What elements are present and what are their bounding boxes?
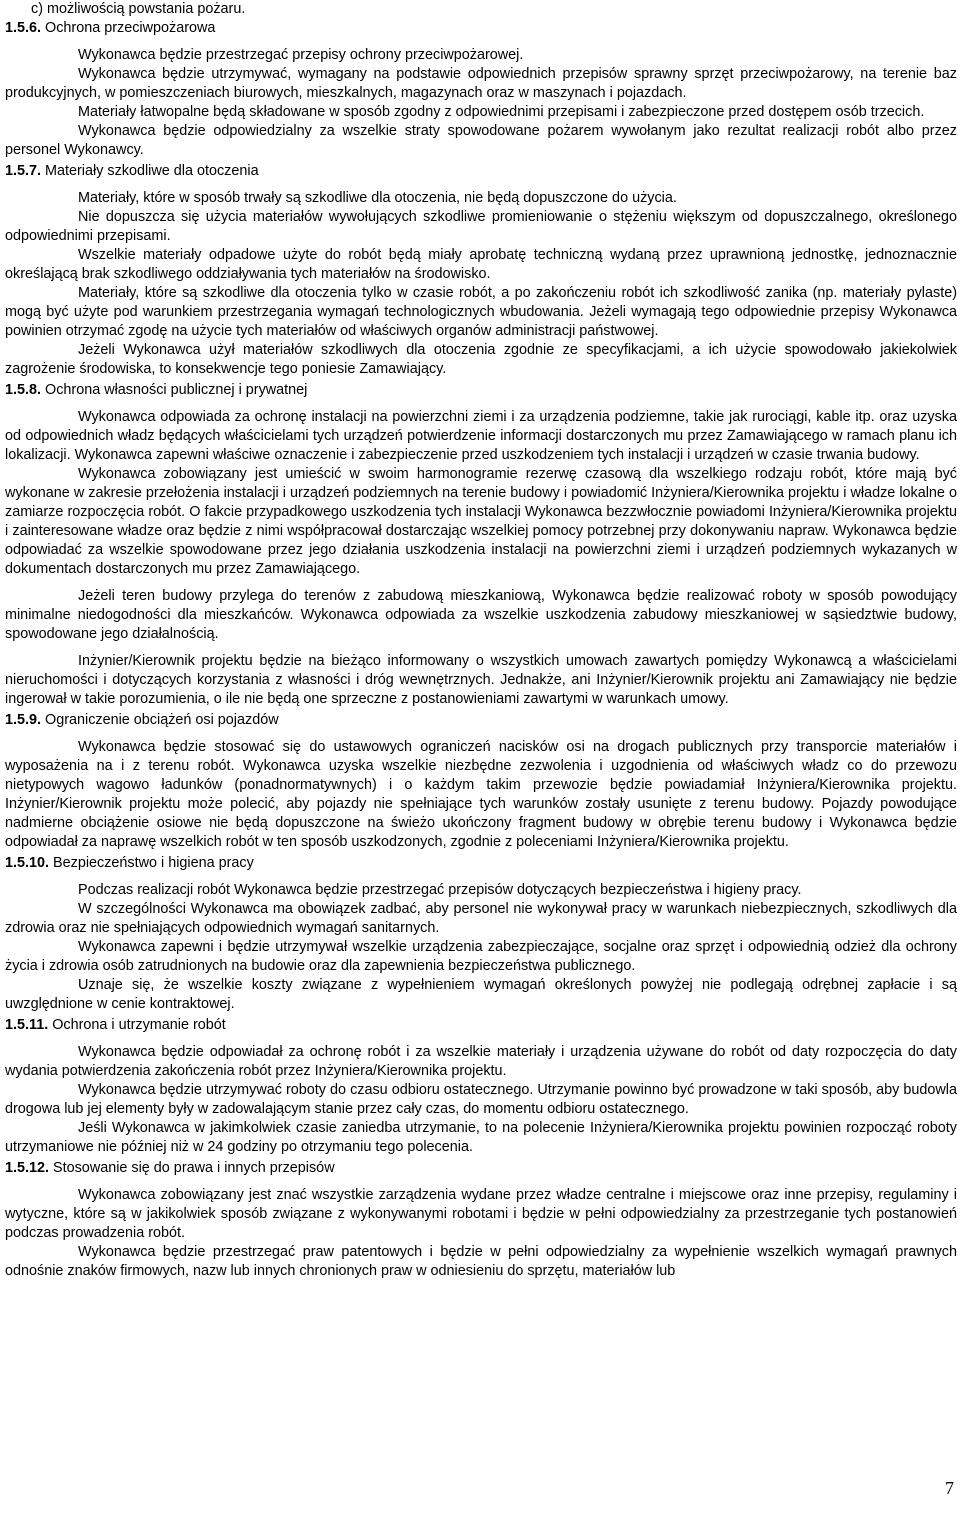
section-heading-1-5-9 (5, 711, 957, 730)
paragraph: Wykonawca będzie utrzymywać roboty do czasu odbioru ostatecznego. Utrzymanie powinno być prowadzone w taki sposób, aby budowla drogowa lub jej elementy były w zadowalającym stanie przez cały czas, do momentu odbioru ostatecznego. (5, 1082, 957, 1117)
section-number: 1.5.10. (5, 855, 50, 871)
paragraph: Wykonawca będzie stosować się do ustawowych ograniczeń nacisków osi na drogach publicznych przy transporcie materiałów i wyposażenia na i z terenu robót. Wykonawca uzyska wszelkie niezbędne zezwolenia i uzgodnienia od właściwych władz co do przewozu nietypowych wagowo ładunków (ponadnormatywnych) i o każdym takim przewozie będzie powiadamiał Inżyniera/Kierownika projektu. Inżynier/Kierownik projektu może polecić, aby pojazdy nie spełniające tych warunków zostały usunięte z terenu budowy. Pojazdy powodujące nadmierne obciążenie osiowe nie będą dopuszczone na świeżo ukończony fragment budowy w obrębie terenu budowy i Wykonawca będzie odpowiadał za naprawę wszelkich robót w ten sposób uszkodzonych, zgodnie z poleceniami Inżyniera/Kierownika projektu. (5, 739, 957, 850)
paragraph: Jeżeli Wykonawca użył materiałów szkodliwych dla otoczenia zgodnie ze specyfikacjami, a ich użycie spowodowało jakiekolwiek zagrożenie środowiska, to konsekwencje tego poniesie Zamawiający. (5, 342, 957, 377)
paragraph: Wszelkie materiały odpadowe użyte do robót będą miały aprobatę techniczną wydaną przez uprawnioną jednostkę, jednoznacznie określającą brak szkodliwego oddziaływania tych materiałów na środowisko. (5, 247, 957, 282)
paragraph: Wykonawca odpowiada za ochronę instalacji na powierzchni ziemi i za urządzenia podziemne, takie jak rurociągi, kable itp. oraz uzyska od odpowiednich władz będących właścicielami tych urządzeń potwierdzenie informacji dostarczonych mu przez Zamawiającego w ramach planu ich lokalizacji. Wykonawca zapewni właściwe oznaczenie i zabezpieczenie przed uszkodzeniem tych instalacji i urządzeń w czasie trwania budowy. (5, 409, 957, 463)
section-number: 1.5.6. (5, 20, 42, 36)
paragraph: Wykonawca będzie przestrzegać praw patentowych i będzie w pełni odpowiedzialny za wypełnienie wszelkich wymagań prawnych odnośnie znaków firmowych, nazw lub innych chronionych praw w odniesieniu do sprzętu, materiałów lub (5, 1244, 957, 1279)
paragraph: Podczas realizacji robót Wykonawca będzie przestrzegać przepisów dotyczących bezpieczeństwa i higieny pracy. (78, 882, 802, 898)
paragraph: Inżynier/Kierownik projektu będzie na bieżąco informowany o wszystkich umowach zawartych pomiędzy Wykonawcą a właścicielami nieruchomości i dotyczących korzystania z własności i dróg wewnętrznych. Jednakże, ani Inżynier/Kierownik projektu ani Zamawiający nie będzie ingerował w takie porozumienia, o ile nie będą one sprzeczne z postanowieniami zawartymi w warunkach umowy. (5, 653, 957, 707)
paragraph: Jeśli Wykonawca w jakimkolwiek czasie zaniedba utrzymanie, to na polecenie Inżyniera/Kierownika projektu powinien rozpocząć roboty utrzymaniowe nie później niż w 24 godziny po otrzymaniu tego polecenia. (5, 1120, 957, 1155)
section-title: Ograniczenie obciążeń osi pojazdów (45, 712, 279, 728)
section-heading-1-5-10 (5, 854, 957, 873)
paragraph: Jeżeli teren budowy przylega do terenów z zabudową mieszkaniową, Wykonawca będzie realizować roboty w sposób powodujący minimalne niedogodności dla mieszkańców. Wykonawca odpowiada za wszelkie uszkodzenia zabudowy mieszkaniowej w sąsiedztwie budowy, spowodowane jego działalnością. (5, 588, 957, 642)
paragraph: Wykonawca będzie utrzymywać, wymagany na podstawie odpowiednich przepisów sprawny sprzęt przeciwpożarowy, na terenie baz produkcyjnych, w pomieszczeniach biurowych, mieszkalnych, magazynach oraz w maszynach i pojazdach. (5, 66, 957, 101)
paragraph: Uznaje się, że wszelkie koszty związane z wypełnieniem wymagań określonych powyżej nie podlegają odrębnej zapłacie i są uwzględnione w cenie kontraktowej. (5, 977, 957, 1012)
document-body (5, 0, 957, 1281)
section-number: 1.5.12. (5, 1160, 50, 1176)
page-number: 7 (945, 1478, 954, 1498)
paragraph: Wykonawca zapewni i będzie utrzymywał wszelkie urządzenia zabezpieczające, socjalne oraz sprzęt i odpowiednią odzież dla ochrony życia i zdrowia osób zatrudnionych na budowie oraz dla zapewnienia bezpieczeństwa publicznego. (5, 939, 957, 974)
paragraph: Wykonawca będzie odpowiadał za ochronę robót i za wszelkie materiały i urządzenia używane do robót od daty rozpoczęcia do daty wydania potwierdzenia zakończenia robót przez Inżyniera/Kierownika projektu. (5, 1044, 957, 1079)
paragraph: Wykonawca zobowiązany jest znać wszystkie zarządzenia wydane przez władze centralne i miejscowe oraz inne przepisy, regulaminy i wytyczne, które są w jakikolwiek sposób związane z wykonywanymi robotami i będzie w pełni odpowiedzialny za przestrzeganie tych postanowień podczas prowadzenia robót. (5, 1187, 957, 1241)
section-heading-1-5-6 (5, 19, 957, 38)
section-number: 1.5.7. (5, 163, 42, 179)
section-heading-1-5-7 (5, 162, 957, 181)
section-title: Materiały szkodliwe dla otoczenia (45, 163, 259, 179)
list-item-c: c) możliwością powstania pożaru. (31, 1, 246, 17)
paragraph: Wykonawca będzie odpowiedzialny za wszelkie straty spowodowane pożarem wywołanym jako rezultat realizacji robót albo przez personel Wykonawcy. (5, 123, 957, 158)
section-title: Bezpieczeństwo i higiena pracy (53, 855, 254, 871)
section-heading-1-5-12 (5, 1159, 957, 1178)
section-heading-1-5-11 (5, 1016, 957, 1035)
section-heading-1-5-8 (5, 381, 957, 400)
section-number: 1.5.11. (5, 1017, 49, 1033)
paragraph: W szczególności Wykonawca ma obowiązek zadbać, aby personel nie wykonywał pracy w warunkach niebezpiecznych, szkodliwych dla zdrowia oraz nie spełniających odpowiednich wymagań sanitarnych. (5, 901, 957, 936)
paragraph: Wykonawca będzie przestrzegać przepisy ochrony przeciwpożarowej. (78, 47, 524, 63)
section-title: Stosowanie się do prawa i innych przepisów (53, 1160, 335, 1176)
paragraph: Materiały łatwopalne będą składowane w sposób zgodny z odpowiednimi przepisami i zabezpieczone przed dostępem osób trzecich. (78, 104, 925, 120)
section-title: Ochrona przeciwpożarowa (45, 20, 216, 36)
section-number: 1.5.9. (5, 712, 42, 728)
section-title: Ochrona i utrzymanie robót (52, 1017, 226, 1033)
section-title: Ochrona własności publicznej i prywatnej (45, 382, 308, 398)
paragraph: Materiały, które w sposób trwały są szkodliwe dla otoczenia, nie będą dopuszczone do użycia. (78, 190, 677, 206)
paragraph: Materiały, które są szkodliwe dla otoczenia tylko w czasie robót, a po zakończeniu robót ich szkodliwość zanika (np. materiały pylaste) mogą być użyte pod warunkiem przestrzegania wymagań technologicznych wbudowania. Jeżeli wymagają tego odpowiednie przepisy Wykonawca powinien otrzymać zgodę na użycie tych materiałów od właściwych organów administracji państwowej. (5, 285, 957, 339)
paragraph: Wykonawca zobowiązany jest umieścić w swoim harmonogramie rezerwę czasową dla wszelkiego rodzaju robót, które mają być wykonane w zakresie przełożenia instalacji i urządzeń podziemnych na terenie budowy i powiadomić Inżyniera/Kierownika projektu i władze lokalne o zamiarze rozpoczęcia robót. O fakcie przypadkowego uszkodzenia tych instalacji Wykonawca bezzwłocznie powiadomi Inżyniera/Kierownika projektu i zainteresowane władze oraz będzie z nimi współpracował dostarczając wszelkiej pomocy potrzebnej przy dokonywaniu napraw. Wykonawca będzie odpowiadać za wszelkie spowodowane przez jego działania uszkodzenia instalacji na powierzchni ziemi i urządzeń podziemnych wykazanych w dokumentach dostarczonych mu przez Zamawiającego. (5, 466, 957, 577)
section-number: 1.5.8. (5, 382, 42, 398)
paragraph: Nie dopuszcza się użycia materiałów wywołujących szkodliwe promieniowanie o stężeniu większym od dopuszczalnego, określonego odpowiednimi przepisami. (5, 209, 957, 244)
